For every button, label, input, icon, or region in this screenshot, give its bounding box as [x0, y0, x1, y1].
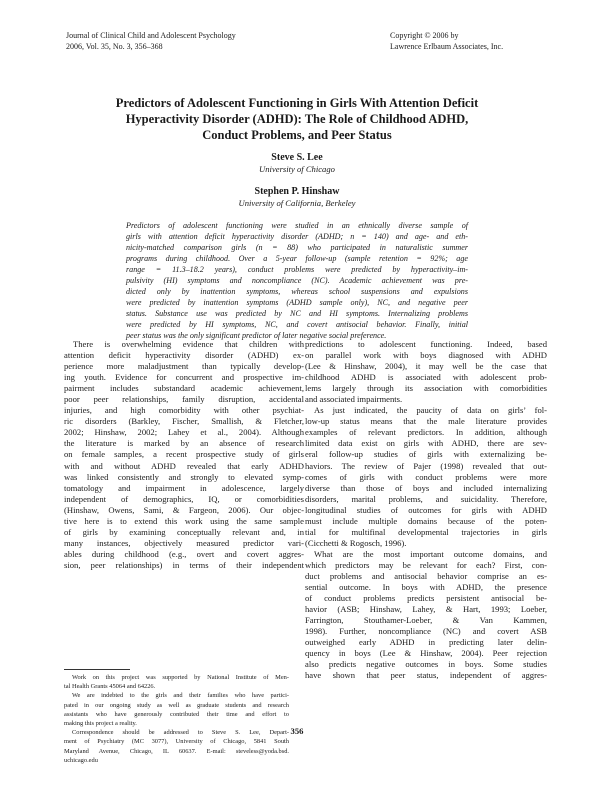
body-line: tomatology and impairment in adolescence, largely — [64, 482, 304, 493]
body-line: duct problems and antisocial behavior comprise an es- — [305, 570, 547, 581]
journal-volume: 2006, Vol. 35, No. 3, 356–368 — [66, 42, 163, 51]
abstract-line: peer status was the only significant predictor of later negative social preference. — [126, 331, 387, 340]
body-line: was linked consistently and strongly to elevated symp- — [64, 471, 304, 482]
body-line: on parallel work with boys diagnosed with ADHD — [305, 350, 547, 361]
footnote-line: tal Health Grants 45064 and 64226. — [64, 683, 156, 691]
body-line: longitudinal studies of outcomes for girls with ADHD — [305, 504, 547, 515]
body-line: havior (ASB; Hinshaw, Lahey, & Hart, 1993; Loeber, — [305, 604, 547, 615]
body-line: lems largely through its association with comorbidities — [305, 383, 547, 394]
footnote-line: Work on this project was supported by National Institute of Men- — [72, 674, 289, 681]
author-name: Steve S. Lee — [271, 152, 323, 163]
body-line: the literature is marked by an absence of research — [64, 438, 304, 449]
body-line: ric disorders (Barkley, Fischer, Smallish, & Fletcher, — [64, 416, 304, 427]
body-line: have shown that peer status, independent of aggres- — [305, 670, 547, 681]
author-block-1 — [0, 152, 594, 175]
abstract-line: dicted only by inattention symptoms, whereas school suspensions and expulsions — [126, 287, 468, 296]
body-line: limited data exist on girls with ADHD, there are sev- — [305, 438, 547, 449]
body-line: poor peer relationships, family disruption, accidental — [64, 394, 304, 405]
author-name: Stephen P. Hinshaw — [254, 186, 340, 197]
abstract-line: status. Substance use was predicted by NC and HI symptoms. Internalizing problems — [126, 309, 468, 318]
body-line: As just indicated, the paucity of data on girls’ fol- — [314, 405, 547, 416]
body-line: also predicts negative outcomes in boys. Some studies — [305, 659, 547, 670]
abstract-line: programs during childhood. Over a 5-year follow-up (sample retention = 92%; age — [126, 254, 468, 263]
body-line: sion, peer relationships) in terms of their independent — [64, 559, 304, 570]
body-line: independent of demographics, IQ, or comorbidities — [64, 493, 304, 504]
body-line: There is overwhelming evidence that children with — [73, 339, 304, 349]
title-line: Predictors of Adolescent Functioning in Girls With Attention Deficit — [115, 96, 479, 110]
footnote-line: ment of Psychiatry (MC 3077), University of Chicago, 5841 South — [64, 738, 289, 746]
body-line: tive here is to extend this work using the same sample — [64, 515, 304, 526]
abstract — [126, 220, 468, 341]
body-column-right — [305, 339, 547, 681]
body-line: predictions to adolescent functioning. Indeed, based — [305, 339, 547, 349]
abstract-line: were predicted by HI symptoms, NC, and covert antisocial behavior. Finally, initial — [126, 320, 468, 329]
abstract-line: Predictors of adolescent functioning were studied in an ethnically diverse sample of — [126, 221, 468, 230]
abstract-line: range = 11.3–18.2 years), conduct problems were predicted by hyperactivity–im- — [126, 265, 468, 274]
article-title — [70, 95, 524, 143]
footnotes — [64, 673, 289, 765]
running-header-copyright — [390, 30, 503, 52]
footnote-divider — [64, 669, 130, 670]
body-line: of girls by examining conceptually relevant and, in — [64, 526, 304, 537]
body-line: (Cicchetti & Rogosch, 1996). — [305, 537, 407, 548]
footnote-line: We are indebted to the girls and their families who have partici- — [72, 692, 289, 700]
body-line: which predictors may be relevant for each? First, con- — [305, 559, 547, 570]
body-line: (Lee & Hinshaw, 2004), it may well be the case that — [305, 361, 547, 372]
body-line: diverse than those of boys and included internalizing — [305, 482, 547, 493]
footnote-line: assistants who have generously contributed their time and effort to — [64, 710, 289, 718]
body-line: disorders, marital problems, and suicidality. Therefore, — [305, 493, 547, 504]
abstract-line: were predicted by inattention symptoms (ADHD sample only), NC, and negative peer — [126, 298, 468, 307]
body-line: with and without ADHD revealed that early ADHD — [64, 460, 304, 471]
body-line: outweighed early ADHD in predicting later delin- — [305, 637, 547, 648]
body-line: ables during childhood (e.g., overt and covert aggres- — [64, 548, 304, 559]
body-line: perience more maladjustment than typically develop- — [64, 361, 304, 372]
body-line: haviors. The review of Pajer (1998) revealed that out- — [305, 460, 547, 471]
running-header-journal — [66, 30, 236, 52]
body-line: (Hinshaw, Owens, Sami, & Fargeon, 2006). Our objec- — [64, 504, 304, 515]
author-block-2 — [0, 186, 594, 209]
body-line: What are the most important outcome domains, and — [314, 548, 547, 559]
body-line: eral follow-up studies of girls with externalizing be- — [305, 449, 547, 460]
page-number: 356 — [290, 726, 304, 736]
author-affiliation: University of California, Berkeley — [238, 198, 356, 208]
body-line: quency in boys (Lee & Hinshaw, 2004). Peer rejection — [305, 648, 547, 659]
journal-name: Journal of Clinical Child and Adolescent Psychology — [66, 31, 236, 40]
body-line: pairment includes substandard academic achievement, — [64, 383, 304, 394]
body-line: must include multiple domains because of the poten- — [305, 515, 547, 526]
abstract-line: girls with attention deficit hyperactivity disorder (ADHD; n = 140) and age- and eth- — [126, 232, 468, 241]
author-affiliation: University of Chicago — [259, 164, 335, 174]
abstract-line: nicity-matched comparison girls (n = 88) who participated in naturalistic summer — [126, 243, 468, 252]
body-line: 1998). Further, noncompliance (NC) and covert ASB — [305, 626, 547, 637]
body-line: and associated impairments. — [305, 394, 403, 405]
body-line: low-up status means that the male literature provides — [305, 416, 547, 427]
body-line: examples of relevant predictors. In addition, although — [305, 427, 547, 438]
title-line: Conduct Problems, and Peer Status — [202, 128, 392, 142]
body-line: 2002; Hinshaw, 2002; Lahey et al., 2004). Although — [64, 427, 304, 438]
body-line: injuries, and high comorbidity with other psychiat- — [64, 405, 304, 416]
body-line: tial for multifinal developmental trajectories in girls — [305, 526, 547, 537]
body-column-left — [64, 339, 304, 571]
footnote-line: Maryland Avenue, Chicago, IL 60637. E-mail: steveless@yoda.bsd. — [64, 747, 289, 755]
body-line: on female samples, a recent prospective study of girls — [64, 449, 304, 460]
abstract-line: pulsivity (HI) symptoms and noncompliance (NC). Academic achievement was pre- — [126, 276, 468, 285]
footnote-line: pated in our ongoing study as well as graduate students and research — [64, 701, 289, 709]
body-line: ing youth. Evidence for concurrent and prospective im- — [64, 372, 304, 383]
copyright-notice: Copyright © 2006 by — [390, 31, 459, 40]
title-line: Hyperactivity Disorder (ADHD): The Role of Childhood ADHD, — [125, 112, 469, 126]
footnote-line: Correspondence should be addressed to Steve S. Lee, Depart- — [72, 729, 289, 737]
publisher: Lawrence Erlbaum Associates, Inc. — [390, 42, 504, 51]
body-line: sential outcome. In boys with ADHD, the presence — [305, 582, 547, 593]
body-line: childhood ADHD is associated with adolescent prob- — [305, 372, 547, 383]
footnote-line: uchicago.edu — [64, 756, 98, 764]
body-line: many instances, objectively measured predictor vari- — [64, 537, 304, 548]
body-line: attention deficit hyperactivity disorder (ADHD) ex- — [64, 350, 304, 361]
body-line: comes of girls with conduct problems were more — [305, 471, 547, 482]
body-line: Farrington, Stouthamer-Loeber, & Van Kammen, — [305, 615, 547, 626]
body-line: of conduct problems predicts persistent antisocial be- — [305, 593, 547, 604]
footnote-line: making this project a reality. — [64, 720, 137, 728]
